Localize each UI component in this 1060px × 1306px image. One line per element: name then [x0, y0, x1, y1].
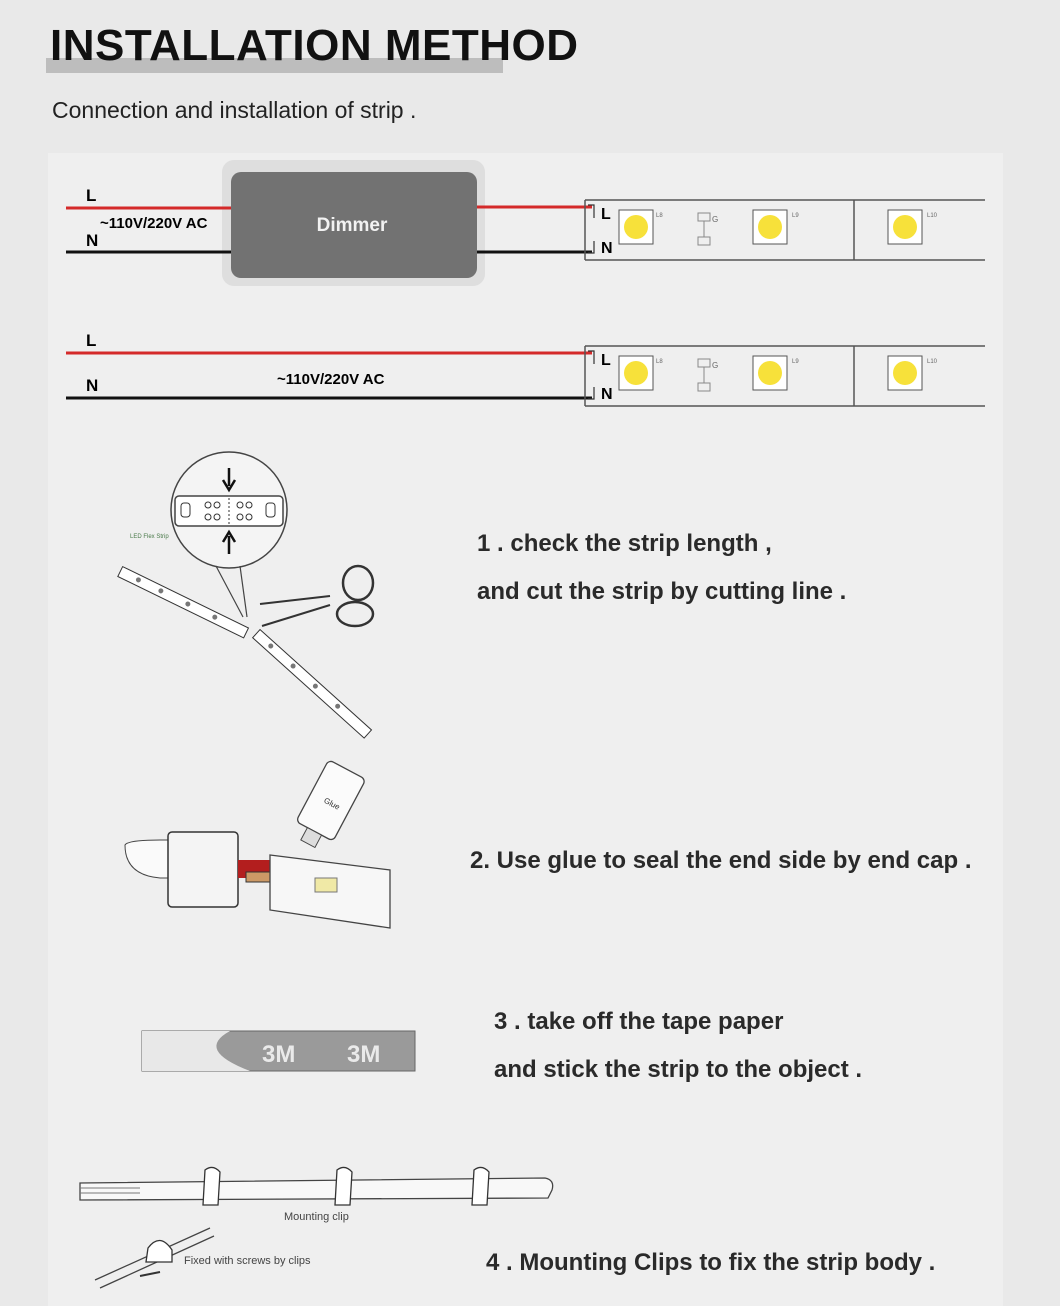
end-cap [168, 832, 238, 907]
strip-terminal-n: N [601, 240, 613, 257]
led-light [624, 361, 648, 385]
strip-terminal-l: L [601, 206, 611, 223]
clip-icon [335, 1167, 352, 1205]
step-1-line-2: and cut the strip by cutting line . [477, 578, 847, 605]
led-strip-row2 [585, 346, 985, 406]
step-3-text [494, 998, 862, 1094]
clip-icon [472, 1167, 489, 1205]
segment-label: L9 [792, 213, 799, 219]
strip-terminal-l: L [601, 352, 611, 369]
wiring-row-dimmer [66, 160, 592, 286]
tape-brand: 3M [262, 1041, 296, 1068]
cut-strip-illustration [118, 452, 373, 738]
wiring-row-direct [66, 331, 592, 398]
step-1-text [477, 520, 846, 616]
tape-illustration [142, 1031, 415, 1071]
clip-icon [203, 1167, 220, 1205]
gap-label: G [712, 361, 719, 370]
led-strip-row1 [585, 200, 985, 260]
segment-label: L10 [927, 213, 938, 219]
led-light [758, 361, 782, 385]
page-title: INSTALLATION METHOD [50, 21, 579, 70]
live-label: L [86, 186, 97, 205]
step-2-line-1: 2. Use glue to seal the end side by end cap . [470, 847, 972, 874]
led-light [893, 215, 917, 239]
segment-label: L8 [656, 359, 663, 365]
screw-icon [140, 1272, 160, 1276]
step-4-line-1: 4 . Mounting Clips to fix the strip body . [486, 1249, 936, 1276]
led-light [758, 215, 782, 239]
clip-closeup [146, 1240, 172, 1262]
glue-label: Glue [322, 795, 342, 812]
live-label: L [86, 331, 97, 350]
led-light [893, 361, 917, 385]
clip-label: Mounting clip [284, 1211, 349, 1223]
segment-label: L8 [656, 213, 663, 219]
neutral-label: N [86, 231, 99, 250]
screw-label: Fixed with screws by clips [184, 1255, 311, 1267]
step-3-line-2: and stick the strip to the object . [494, 1056, 863, 1083]
step-1-line-1: 1 . check the strip length , [477, 530, 772, 557]
step-2-text [470, 837, 971, 885]
scissors-icon [260, 566, 373, 626]
voltage-label: ~110V/220V AC [277, 371, 385, 388]
neutral-label: N [86, 376, 99, 395]
strip-terminal-n: N [601, 386, 613, 403]
tape-brand: 3M [347, 1041, 381, 1068]
step-4-text [486, 1239, 935, 1287]
end-cap-illustration [125, 760, 390, 928]
step-3-line-1: 3 . take off the tape paper [494, 1008, 784, 1035]
gap-label: G [712, 215, 719, 224]
mounting-clip-illustration [80, 1167, 553, 1288]
segment-label: L9 [792, 359, 799, 365]
led-light [624, 215, 648, 239]
segment-label: L10 [927, 359, 938, 365]
voltage-label: ~110V/220V AC [100, 215, 208, 232]
page-subtitle: Connection and installation of strip . [52, 97, 417, 123]
dimmer-label: Dimmer [316, 215, 388, 236]
strip-tag: LED Flex Strip [130, 534, 169, 540]
